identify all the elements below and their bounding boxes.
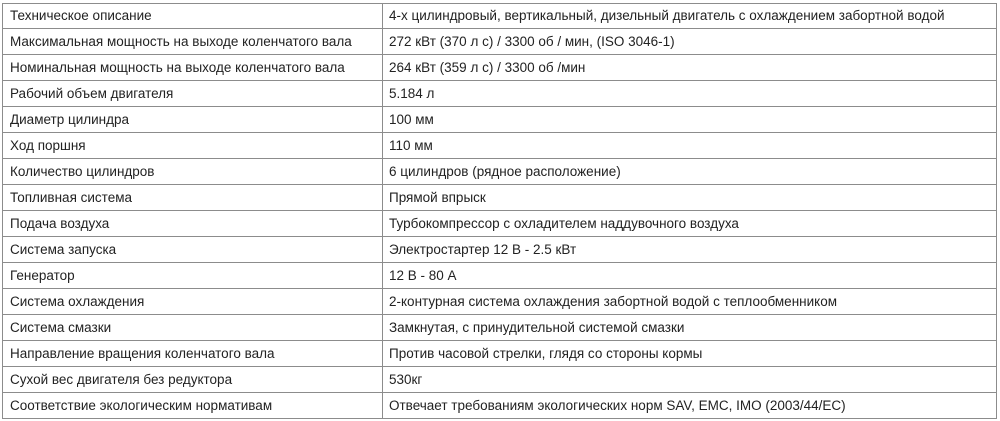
spec-value: 530кг xyxy=(383,367,997,393)
spec-label: Максимальная мощность на выходе коленчатого вала xyxy=(3,29,383,55)
spec-value: 12 В - 80 А xyxy=(383,263,997,289)
table-row xyxy=(3,367,997,393)
table-row xyxy=(3,185,997,211)
engine-specs-table xyxy=(2,3,997,419)
table-row xyxy=(3,107,997,133)
spec-value: Отвечает требованиям экологических норм SAV, EMC, IMO (2003/44/EC) xyxy=(383,393,997,419)
spec-value: Турбокомпрессор с охладителем наддувочного воздуха xyxy=(383,211,997,237)
spec-label: Система запуска xyxy=(3,237,383,263)
spec-value: 100 мм xyxy=(383,107,997,133)
spec-label: Система охлаждения xyxy=(3,289,383,315)
table-row xyxy=(3,263,997,289)
table-row xyxy=(3,133,997,159)
spec-value: Против часовой стрелки, глядя со стороны кормы xyxy=(383,341,997,367)
spec-label: Направление вращения коленчатого вала xyxy=(3,341,383,367)
specs-table-body xyxy=(3,4,997,419)
table-row xyxy=(3,341,997,367)
spec-value: Замкнутая, с принудительной системой смазки xyxy=(383,315,997,341)
spec-value: 5.184 л xyxy=(383,81,997,107)
spec-label: Рабочий объем двигателя xyxy=(3,81,383,107)
spec-value: 2-контурная система охлаждения забортной водой с теплообменником xyxy=(383,289,997,315)
spec-label: Номинальная мощность на выходе коленчатого вала xyxy=(3,55,383,81)
spec-label: Подача воздуха xyxy=(3,211,383,237)
spec-value: 110 мм xyxy=(383,133,997,159)
spec-value: 6 цилиндров (рядное расположение) xyxy=(383,159,997,185)
spec-value: 264 кВт (359 л с) / 3300 об /мин xyxy=(383,55,997,81)
spec-label: Система смазки xyxy=(3,315,383,341)
spec-value: Прямой впрыск xyxy=(383,185,997,211)
table-row xyxy=(3,55,997,81)
spec-label: Техническое описание xyxy=(3,4,383,29)
spec-label: Диаметр цилиндра xyxy=(3,107,383,133)
table-row xyxy=(3,393,997,419)
table-row xyxy=(3,4,997,29)
spec-value: 272 кВт (370 л с) / 3300 об / мин, (ISO 3046-1) xyxy=(383,29,997,55)
spec-label: Количество цилиндров xyxy=(3,159,383,185)
table-row xyxy=(3,289,997,315)
spec-value: 4-х цилиндровый, вертикальный, дизельный двигатель с охлаждением забортной водой xyxy=(383,4,997,29)
spec-label: Сухой вес двигателя без редуктора xyxy=(3,367,383,393)
spec-value: Электростартер 12 В - 2.5 кВт xyxy=(383,237,997,263)
table-row xyxy=(3,81,997,107)
table-row xyxy=(3,315,997,341)
table-row xyxy=(3,159,997,185)
spec-label: Ход поршня xyxy=(3,133,383,159)
spec-label: Топливная система xyxy=(3,185,383,211)
table-row xyxy=(3,237,997,263)
table-row xyxy=(3,211,997,237)
spec-label: Генератор xyxy=(3,263,383,289)
spec-label: Соответствие экологическим нормативам xyxy=(3,393,383,419)
table-row xyxy=(3,29,997,55)
